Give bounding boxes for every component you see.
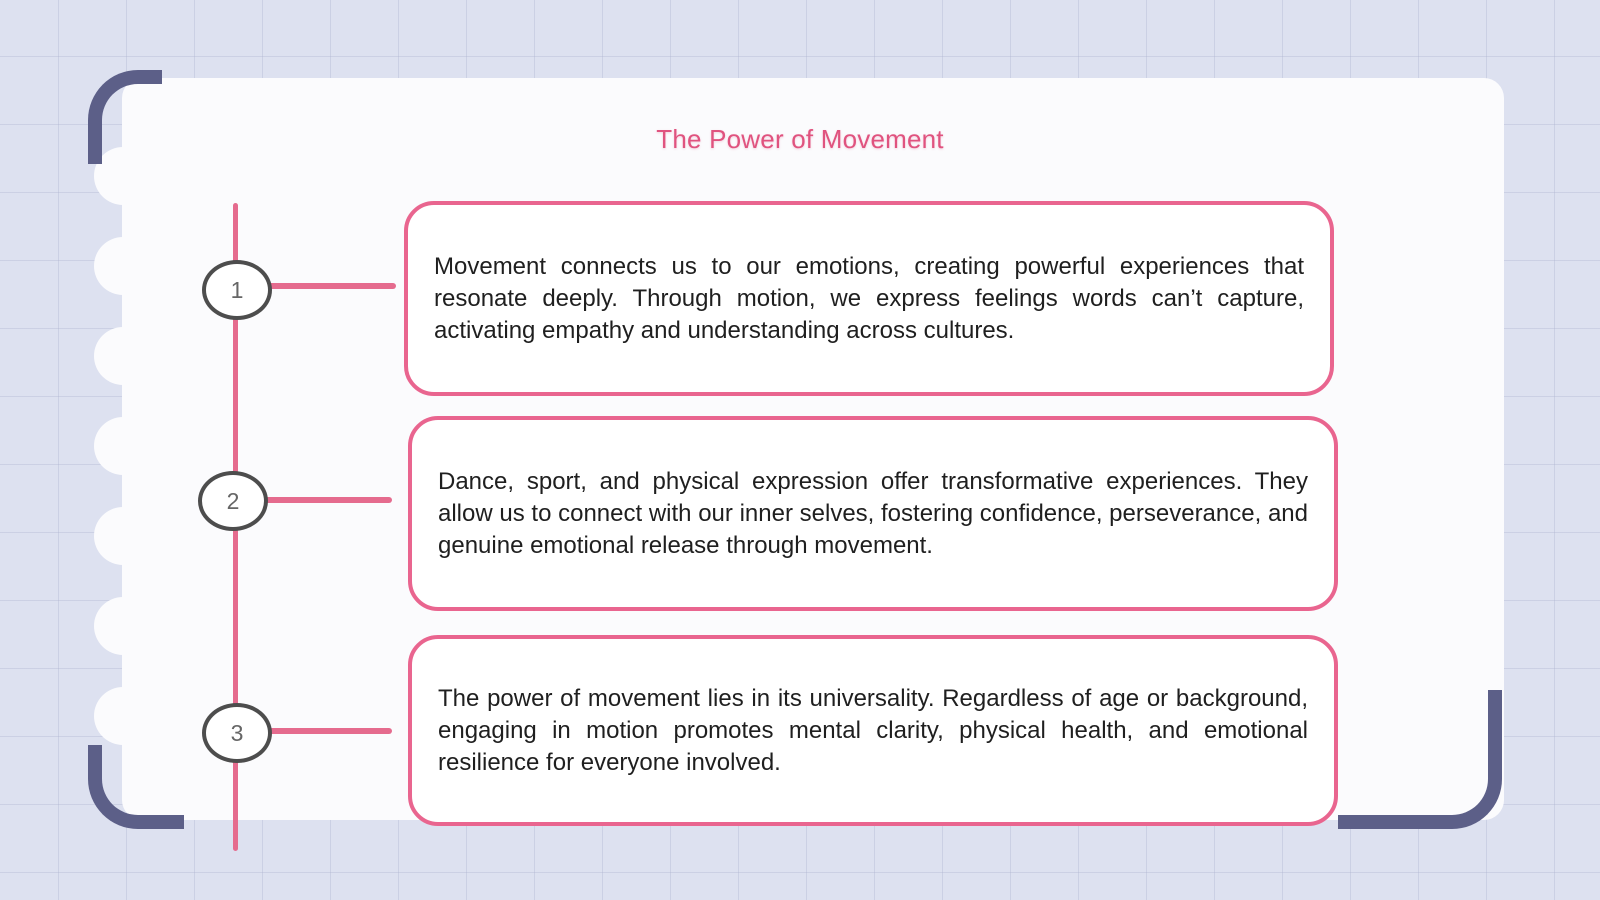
text-box-3 xyxy=(408,635,1338,826)
step-number-2: 2 xyxy=(198,471,268,531)
item-text-3: The power of movement lies in its universality. Regardless of age or background, engaging in motion promotes mental clarity, physical health, and emotional resilience for everyone involved. xyxy=(438,684,1308,776)
step-number-3: 3 xyxy=(202,703,272,763)
timeline-connector xyxy=(264,497,392,503)
corner-bracket-bottom-right xyxy=(1338,690,1502,829)
card-scallop xyxy=(94,507,164,565)
text-box-2 xyxy=(408,416,1338,611)
card-scallop xyxy=(94,687,164,745)
card-scallop xyxy=(94,597,164,655)
item-text-2: Dance, sport, and physical expression offer transformative experiences. They allow us to connect with our inner selves, fostering confidence, perseverance, and genuine emotional release through movement. xyxy=(438,467,1308,559)
card-scallop xyxy=(94,417,164,475)
item-text-1: Movement connects us to our emotions, creating powerful experiences that resonate deeply. Through motion, we express feelings words can’t capture, activating empathy and understanding across cultures. xyxy=(434,252,1304,344)
timeline-connector xyxy=(268,728,392,734)
corner-bracket-bottom-left xyxy=(88,745,184,829)
text-box-1 xyxy=(404,201,1334,396)
step-number-1: 1 xyxy=(202,260,272,320)
card-scallop xyxy=(94,237,164,295)
slide-title: The Power of Movement xyxy=(656,124,944,154)
timeline-connector xyxy=(268,283,396,289)
card-scallop xyxy=(94,327,164,385)
